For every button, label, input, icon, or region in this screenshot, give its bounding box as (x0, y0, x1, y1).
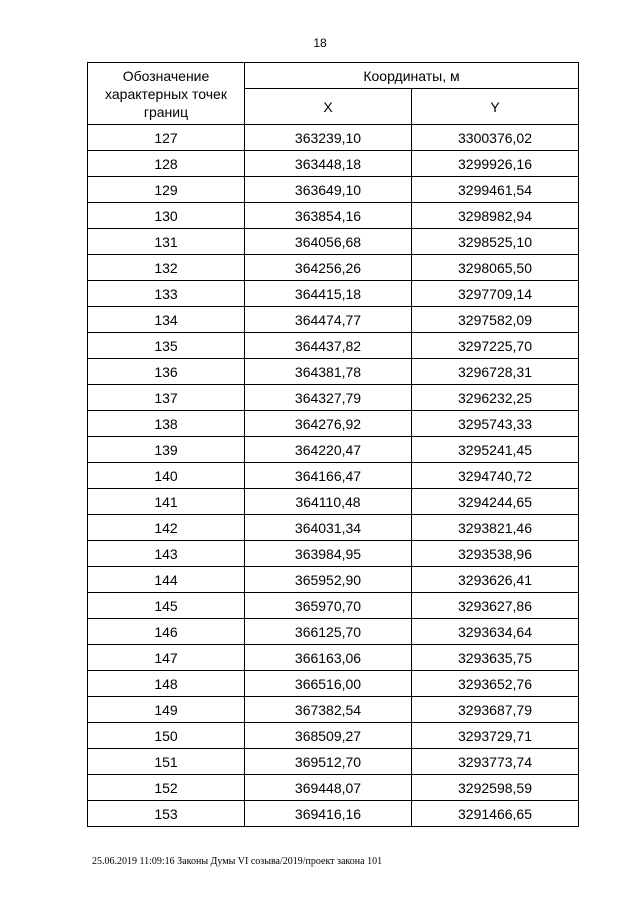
y-coordinate-cell: 3295743,33 (412, 411, 579, 437)
table-row (88, 255, 579, 281)
y-coordinate-cell: 3295241,45 (412, 437, 579, 463)
y-coordinate-cell: 3293538,96 (412, 541, 579, 567)
table-row (88, 333, 579, 359)
table-row (88, 723, 579, 749)
point-number-cell: 135 (88, 333, 245, 359)
x-coordinate-cell: 367382,54 (245, 697, 412, 723)
x-coordinate-cell: 369512,70 (245, 749, 412, 775)
x-coordinate-cell: 363984,95 (245, 541, 412, 567)
y-coordinate-cell: 3293627,86 (412, 593, 579, 619)
point-number-cell: 147 (88, 645, 245, 671)
point-number-cell: 145 (88, 593, 245, 619)
table-row (88, 697, 579, 723)
x-coordinate-cell: 364256,26 (245, 255, 412, 281)
x-coordinate-cell: 364327,79 (245, 385, 412, 411)
y-coordinate-cell: 3298065,50 (412, 255, 579, 281)
header-x: X (245, 89, 412, 125)
y-coordinate-cell: 3294740,72 (412, 463, 579, 489)
x-coordinate-cell: 364220,47 (245, 437, 412, 463)
point-number-cell: 137 (88, 385, 245, 411)
y-coordinate-cell: 3296728,31 (412, 359, 579, 385)
x-coordinate-cell: 364474,77 (245, 307, 412, 333)
y-coordinate-cell: 3293773,74 (412, 749, 579, 775)
y-coordinate-cell: 3294244,65 (412, 489, 579, 515)
point-number-cell: 130 (88, 203, 245, 229)
footer-stamp: 25.06.2019 11:09:16 Законы Думы VI созыва/2019/проект закона 101 (92, 856, 383, 867)
x-coordinate-cell: 369448,07 (245, 775, 412, 801)
page-number: 18 (313, 36, 327, 50)
table-row (88, 593, 579, 619)
y-coordinate-cell: 3293652,76 (412, 671, 579, 697)
table-row (88, 203, 579, 229)
x-coordinate-cell: 365970,70 (245, 593, 412, 619)
header-y: Y (412, 89, 579, 125)
point-number-cell: 134 (88, 307, 245, 333)
table-row (88, 229, 579, 255)
header-coordinates: Координаты, м (245, 63, 579, 89)
x-coordinate-cell: 368509,27 (245, 723, 412, 749)
point-number-cell: 149 (88, 697, 245, 723)
y-coordinate-cell: 3298982,94 (412, 203, 579, 229)
x-coordinate-cell: 363239,10 (245, 125, 412, 151)
y-coordinate-cell: 3293687,79 (412, 697, 579, 723)
point-number-cell: 133 (88, 281, 245, 307)
point-number-cell: 148 (88, 671, 245, 697)
point-number-cell: 127 (88, 125, 245, 151)
table-row (88, 281, 579, 307)
table-row (88, 177, 579, 203)
point-number-cell: 146 (88, 619, 245, 645)
x-coordinate-cell: 363448,18 (245, 151, 412, 177)
table-row (88, 645, 579, 671)
table-row (88, 411, 579, 437)
table-body (88, 125, 579, 827)
table-row (88, 359, 579, 385)
y-coordinate-cell: 3300376,02 (412, 125, 579, 151)
point-number-cell: 128 (88, 151, 245, 177)
point-number-cell: 139 (88, 437, 245, 463)
x-coordinate-cell: 364415,18 (245, 281, 412, 307)
y-coordinate-cell: 3293634,64 (412, 619, 579, 645)
point-number-cell: 144 (88, 567, 245, 593)
y-coordinate-cell: 3297709,14 (412, 281, 579, 307)
table-row (88, 619, 579, 645)
table-row (88, 567, 579, 593)
table-row (88, 463, 579, 489)
point-number-cell: 136 (88, 359, 245, 385)
x-coordinate-cell: 364110,48 (245, 489, 412, 515)
x-coordinate-cell: 366516,00 (245, 671, 412, 697)
point-number-cell: 151 (88, 749, 245, 775)
table-row (88, 775, 579, 801)
point-number-cell: 129 (88, 177, 245, 203)
x-coordinate-cell: 364031,34 (245, 515, 412, 541)
y-coordinate-cell: 3299461,54 (412, 177, 579, 203)
x-coordinate-cell: 364166,47 (245, 463, 412, 489)
x-coordinate-cell: 363854,16 (245, 203, 412, 229)
x-coordinate-cell: 364276,92 (245, 411, 412, 437)
point-number-cell: 140 (88, 463, 245, 489)
x-coordinate-cell: 364056,68 (245, 229, 412, 255)
table-row (88, 489, 579, 515)
table-row (88, 125, 579, 151)
x-coordinate-cell: 369416,16 (245, 801, 412, 827)
point-number-cell: 143 (88, 541, 245, 567)
point-number-cell: 142 (88, 515, 245, 541)
y-coordinate-cell: 3293821,46 (412, 515, 579, 541)
y-coordinate-cell: 3299926,16 (412, 151, 579, 177)
point-number-cell: 141 (88, 489, 245, 515)
y-coordinate-cell: 3297582,09 (412, 307, 579, 333)
table-row (88, 437, 579, 463)
point-number-cell: 150 (88, 723, 245, 749)
point-number-cell: 131 (88, 229, 245, 255)
x-coordinate-cell: 363649,10 (245, 177, 412, 203)
point-number-cell: 132 (88, 255, 245, 281)
x-coordinate-cell: 364437,82 (245, 333, 412, 359)
x-coordinate-cell: 364381,78 (245, 359, 412, 385)
x-coordinate-cell: 366125,70 (245, 619, 412, 645)
coordinates-table (87, 62, 579, 827)
y-coordinate-cell: 3293626,41 (412, 567, 579, 593)
y-coordinate-cell: 3296232,25 (412, 385, 579, 411)
y-coordinate-cell: 3298525,10 (412, 229, 579, 255)
point-number-cell: 152 (88, 775, 245, 801)
table-row (88, 749, 579, 775)
table-row (88, 515, 579, 541)
table-row (88, 151, 579, 177)
table-row (88, 801, 579, 827)
table-row (88, 671, 579, 697)
point-number-cell: 153 (88, 801, 245, 827)
point-number-cell: 138 (88, 411, 245, 437)
table-row (88, 307, 579, 333)
y-coordinate-cell: 3293635,75 (412, 645, 579, 671)
table-row (88, 385, 579, 411)
y-coordinate-cell: 3292598,59 (412, 775, 579, 801)
y-coordinate-cell: 3297225,70 (412, 333, 579, 359)
table-row (88, 541, 579, 567)
y-coordinate-cell: 3293729,71 (412, 723, 579, 749)
x-coordinate-cell: 366163,06 (245, 645, 412, 671)
header-point-designation: Обозначение характерных точек границ (88, 63, 245, 125)
y-coordinate-cell: 3291466,65 (412, 801, 579, 827)
x-coordinate-cell: 365952,90 (245, 567, 412, 593)
